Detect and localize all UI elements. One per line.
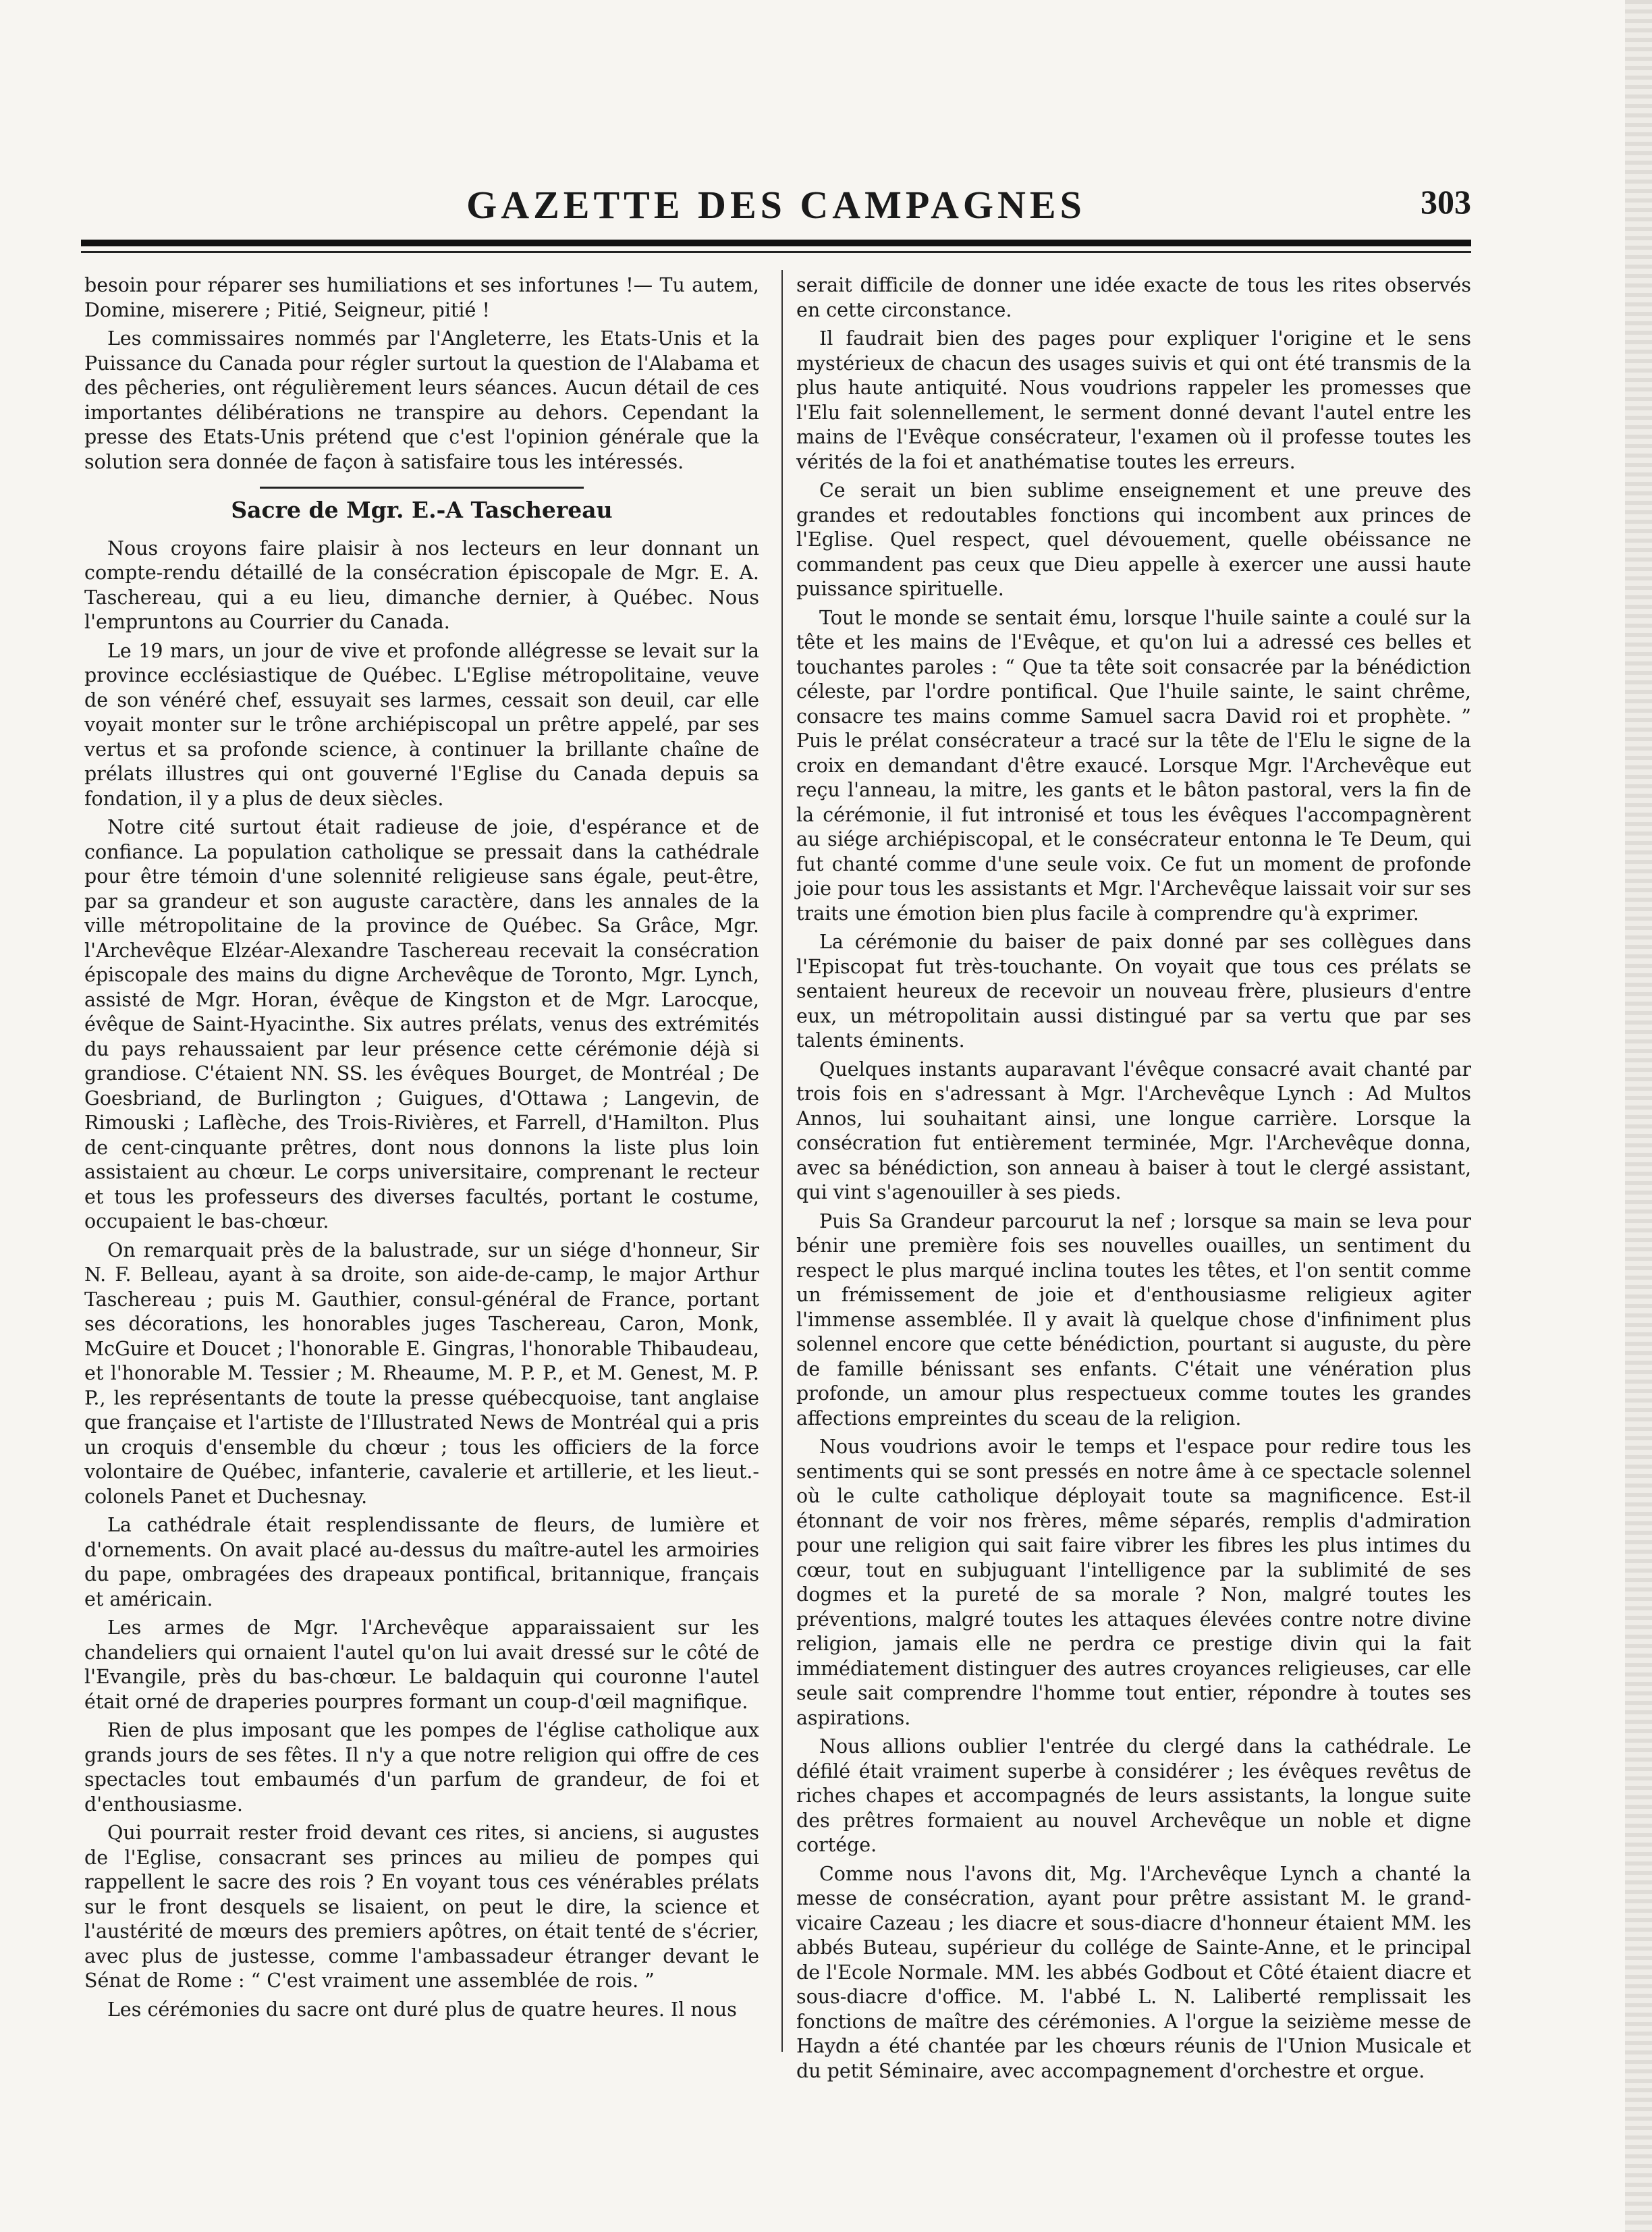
paragraph: Qui pourrait rester froid devant ces rites, si anciens, si augustes de l'Eglise, consacrant ses princes au milieu de pompes qui rappellent le sacre des rois ? En voyant tous ces vénérables prélats sur le front desquels se lisaient, on peut le dire, la science et l'austérité de mœurs des premiers apôtres, on était tenté de s'écrier, avec plus de justesse, comme l'ambassadeur étranger devant le Sénat de Rome : “ C'est vraiment une assemblée de rois. ” (84, 1822, 759, 1992)
paragraph: Il faudrait bien des pages pour expliquer l'origine et le sens mystérieux de chacun des usages suivis et qui ont été transmis de la plus haute antiquité. Nous voudrions rappeler les promesses que l'Elu fait solennellement, le serment donné devant l'autel entre les mains de l'Evêque consécrateur, l'examen où il professe toutes les vérités de la foi et anathématise toutes les erreurs. (796, 327, 1471, 473)
paragraph: Notre cité surtout était radieuse de joie, d'espérance et de confiance. La population catholique se pressait dans la cathédrale pour être témoin d'une solennité religieuse sans égale, peut-être, par sa grandeur et son auguste caractère, dans les annales de la ville métropolitaine de la province de Québec. Sa Grâce, Mgr. l'Archevêque Elzéar-Alexandre Taschereau recevait la consécration épiscopale des mains du digne Archevêque de Toronto, Mgr. Lynch, assisté de Mgr. Horan, évêque de Kingston et de Mgr. Larocque, évêque de Saint-Hyacinthe. Six autres prélats, venus des extrémités du pays rehaussaient par leur présence cette cérémonie déjà si grandiose. C'étaient NN. SS. les évêques Bourget, de Montréal ; De Goesbriand, de Burlington ; Guigues, d'Ottawa ; Langevin, de Rimouski ; Laflèche, des Trois-Rivières, et Farrell, d'Hamilton. Plus de cent-cinquante prêtres, dont nous donnons la liste plus loin assistaient au chœur. Le corps universitaire, comprenant le recteur et tous les professeurs des diverses facultés, portant le costume, occupaient le bas-chœur. (84, 816, 759, 1232)
paragraph: Les cérémonies du sacre ont duré plus de quatre heures. Il nous (107, 1998, 737, 2021)
paragraph: Nous allions oublier l'entrée du clergé dans la cathédrale. Le défilé était vraiment superbe à considérer ; les évêques revêtus de riches chapes et accompagnés de leurs assistants, la longue suite des prêtres formaient au nouvel Archevêque un noble et digne cortége. (796, 1735, 1471, 1856)
section-divider (260, 487, 584, 489)
paragraph: Ce serait un bien sublime enseignement et une preuve des grandes et redoutables fonctions qui incombent aux princes de l'Eglise. Quel respect, quel dévouement, quelle obéissance ne commandent pas ceux que Dieu appelle à exercer une aussi haute puissance spirituelle. (796, 479, 1471, 600)
page-number: 303 (1421, 183, 1471, 221)
paragraph: serait difficile de donner une idée exacte de tous les rites observés en cette circonstance. (796, 274, 1471, 321)
page-edge-shadow (1625, 0, 1652, 2232)
masthead (81, 182, 1471, 243)
paragraph: Tout le monde se sentait ému, lorsque l'huile sainte a coulé sur la tête et les mains de l'Evêque, et qu'on lui a adressé ces belles et touchantes paroles : “ Que ta tête soit consacrée par la bénédiction céleste, par l'ordre pontifical. Que l'huile sainte, le saint chrême, consacre tes mains comme Samuel sacra David roi et prophète. ” Puis le prélat consécrateur a tracé sur la tête de l'Elu le signe de la croix en demandant d'être exaucé. Lorsque Mgr. l'Archevêque eut reçu l'anneau, la mitre, les gants et le bâton pastoral, vers la fin de la cérémonie, il fut intronisé et tous les évêques l'accompagnèrent au siége archiépiscopal, et le consécrateur entonna le Te Deum, qui fut chanté comme d'une seule voix. Ce fut un moment de profonde joie pour tous les assistants et Mgr. l'Archevêque laissait voir sur ses traits une émotion bien plus facile à comprendre qu'à exprimer. (796, 606, 1471, 925)
paragraph: La cathédrale était resplendissante de fleurs, de lumière et d'ornements. On avait placé au-dessus du maître-autel les armoiries du pape, ombragées des drapeaux pontifical, britannique, français et américain. (84, 1514, 759, 1610)
paragraph: Nous croyons faire plaisir à nos lecteurs en leur donnant un compte-rendu détaillé de la consécration épiscopale de Mgr. E. A. Taschereau, qui a eu lieu, dimanche dernier, à Québec. Nous l'empruntons au Courrier du Canada. (84, 537, 759, 633)
paragraph: Puis Sa Grandeur parcourut la nef ; lorsque sa main se leva pour bénir une première fois ses nouvelles ouailles, un sentiment du respect le plus marqué inclina toutes les têtes, et l'on sentit comme un frémissement de joie et d'enthousiasme religieux agiter l'immense assemblée. Il y avait là quelque chose d'infiniment plus solennel encore que cette bénédiction, pourtant si auguste, du père de famille bénissant ses enfants. C'était une vénération plus profonde, un amour plus respectueux comme toutes les grandes affections empreintes du sceau de la religion. (796, 1209, 1471, 1430)
paragraph: La cérémonie du baiser de paix donné par ses collègues dans l'Episcopat fut très-touchante. On voyait que tous ces prélats se sentaient heureux de recevoir un nouveau frère, plusieurs d'entre eux, un métropolitain aussi distingué par sa vertu que par ses talents éminents. (796, 931, 1471, 1052)
left-column (84, 273, 759, 2026)
paragraph: Quelques instants auparavant l'évêque consacré avait chanté par trois fois en s'adressant à Mgr. l'Archevêque Lynch : Ad Multos Annos, lui souhaitant ainsi, une longue carrière. Lorsque la consécration fut entièrement terminée, Mgr. l'Archevêque donna, avec sa bénédiction, son anneau à baiser à tout le clergé assistant, qui vint s'agenouiller à ses pieds. (796, 1058, 1471, 1203)
newspaper-title: GAZETTE DES CAMPAGNES (466, 183, 1086, 227)
paragraph: Comme nous l'avons dit, Mg. l'Archevêque Lynch a chanté la messe de consécration, ayant pour prêtre assistant M. le grand-vicaire Cazeau ; les diacre et sous-diacre d'honneur étaient MM. les abbés Buteau, supérieur du collége de Sainte-Anne, et le principal de l'Ecole Normale. MM. les abbés Godbout et Côté étaient diacre et sous-diacre d'office. M. l'abbé L. N. Laliberté remplissait les fonctions de maître des cérémonies. A l'orgue la seizième messe de Haydn a été chantée par les chœurs réunis de l'Union Musicale et du petit Séminaire, avec accompagnement d'orchestre et orgue. (796, 1862, 1471, 2082)
masthead-rule-thick (81, 240, 1471, 246)
right-column (796, 273, 1471, 2088)
masthead-rule-thin (81, 251, 1471, 253)
paragraph: Nous voudrions avoir le temps et l'espace pour redire tous les sentiments qui se sont pressés en notre âme à ce spectacle solennel où le culte catholique déployait toute sa magnificence. Est-il étonnant de voir nos frères, même séparés, remplis d'admiration pour une religion qui sait faire vibrer les fibres les plus intimes du cœur, tout en subjuguant l'intelligence par la sublimité de ses dogmes et la pureté de sa morale ? Non, malgré toutes les préventions, malgré toutes les attaques élevées contre notre divine religion, jamais elle ne perdra ce prestige divin qui la fait immédiatement distinguer des autres croyances religieuses, car elle seule sait comprendre l'homme tout entier, répondre à toutes ses aspirations. (796, 1436, 1471, 1729)
paragraph: besoin pour réparer ses humiliations et ses infortunes !— Tu autem, Domine, miserere ; Pitié, Seigneur, pitié ! (84, 274, 759, 321)
paragraph: Rien de plus imposant que les pompes de l'église catholique aux grands jours de ses fêtes. Il n'y a que notre religion qui offre de ces spectacles tout embaumés d'un parfum de grandeur, de foi et d'enthousiasme. (84, 1719, 759, 1816)
paragraph: Les commissaires nommés par l'Angleterre, les Etats-Unis et la Puissance du Canada pour régler surtout la question de l'Alabama et des pêcheries, ont régulièrement leurs séances. Aucun détail de ces importantes délibérations ne transpire au dehors. Cependant la presse des Etats-Unis prétend que c'est l'opinion générale que la solution sera donnée de façon à satisfaire tous les intéressés. (84, 327, 759, 473)
column-divider (781, 270, 783, 2052)
paragraph: Les armes de Mgr. l'Archevêque apparaissaient sur les chandeliers qui ornaient l'autel qu'on lui avait dressé sur le côté de l'Evangile, près du bas-chœur. Le baldaquin qui couronne l'autel était orné de draperies pourpres formant un coup-d'œil magnifique. (84, 1616, 759, 1713)
paragraph: Le 19 mars, un jour de vive et profonde allégresse se levait sur la province ecclésiastique de Québec. L'Eglise métropolitaine, veuve de son vénéré chef, essuyait ses larmes, cessait son deuil, car elle voyait monter sur le trône archiépiscopal un prêtre appelé, par ses vertus et sa profonde science, à continuer la brillante chaîne de prélats illustres qui ont gouverné l'Eglise du Canada depuis sa fondation, il y a plus de deux siècles. (84, 639, 759, 810)
paragraph: On remarquait près de la balustrade, sur un siége d'honneur, Sir N. F. Belleau, ayant à sa droite, son aide-de-camp, le major Arthur Taschereau ; puis M. Gauthier, consul-général de France, portant ses décorations, les honorables juges Taschereau, Caron, Monk, McGuire et Doucet ; l'honorable E. Gingras, l'honorable Thibaudeau, et l'honorable M. Tessier ; M. Rheaume, M. P. P., et M. Genest, M. P. P., les représentants de toute la presse québecquoise, tant anglaise que française et l'artiste de l'Illustrated News de Montréal qui a pris un croquis d'ensemble du chœur ; tous les officiers de la force volontaire de Québec, infanterie, cavalerie et artillerie, et les lieut.-colonels Panet et Duchesnay. (84, 1239, 759, 1508)
section-title: Sacre de Mgr. E.-A Taschereau (231, 497, 613, 523)
